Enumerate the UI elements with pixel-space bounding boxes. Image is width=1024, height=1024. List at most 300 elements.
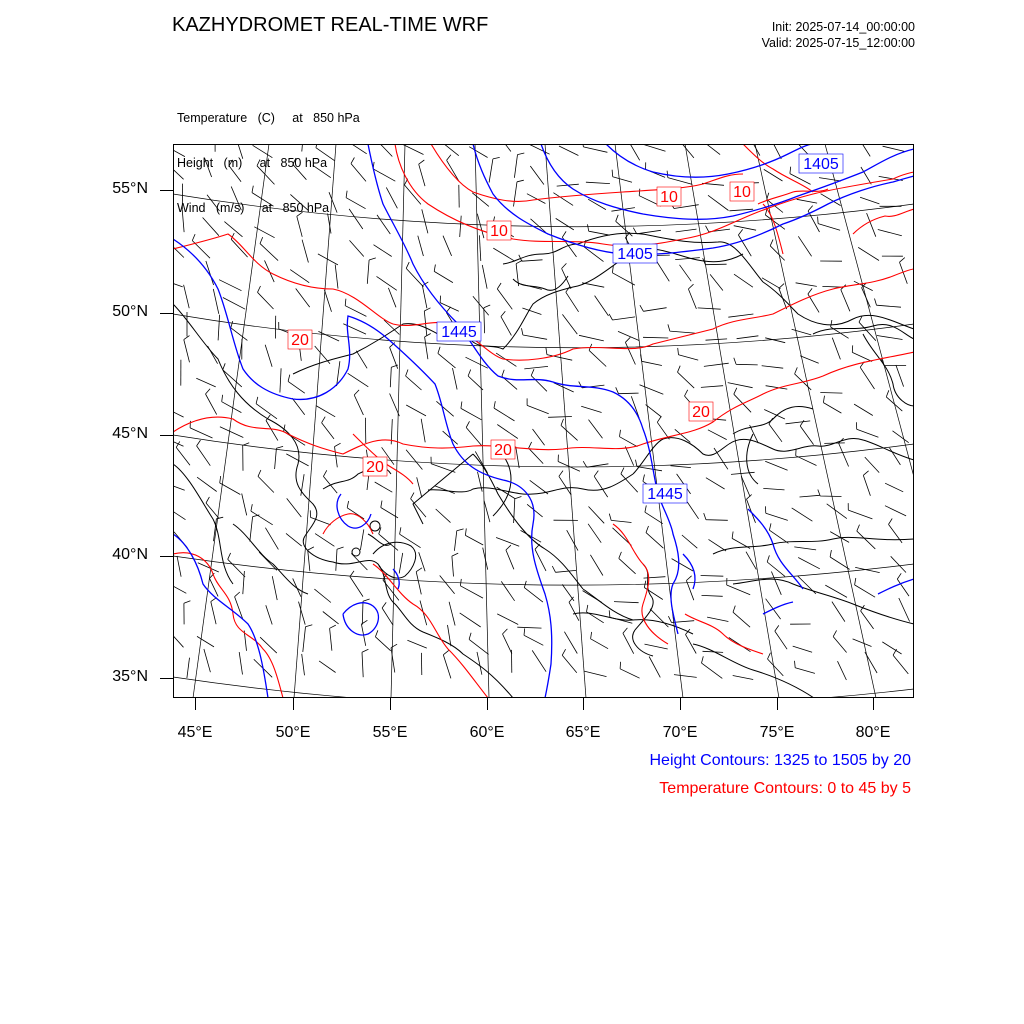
svg-text:20: 20 — [366, 459, 384, 476]
wind-barb — [436, 401, 453, 416]
wind-barb — [206, 497, 219, 519]
wind-barb — [795, 661, 815, 674]
wind-barb — [343, 324, 366, 334]
wind-barb — [260, 637, 277, 653]
wind-barb — [335, 443, 341, 467]
wind-barb — [378, 144, 393, 157]
wind-barb — [765, 506, 787, 520]
lat-label-55: 55°N — [112, 180, 148, 197]
svg-text:20: 20 — [494, 442, 512, 459]
svg-text:20: 20 — [692, 404, 710, 421]
wind-barb — [893, 649, 908, 674]
valid-time: Valid: 2025-07-15_12:00:00 — [761, 36, 915, 50]
lon-label-45: 45°E — [177, 724, 213, 741]
wind-barb — [253, 145, 273, 157]
wind-barb — [865, 457, 879, 473]
wind-barb — [583, 591, 602, 603]
wind-barb — [406, 370, 422, 391]
wind-barb — [377, 215, 390, 234]
wind-barb — [308, 547, 314, 571]
wind-barb — [796, 283, 817, 287]
wind-barb — [489, 157, 500, 182]
lon-label-80: 80°E — [855, 724, 891, 741]
wind-barb — [302, 144, 304, 152]
wind-barb — [506, 545, 514, 569]
wind-barb — [197, 636, 214, 647]
wind-barb — [316, 144, 335, 161]
wind-barb — [627, 144, 639, 160]
wind-barb — [431, 457, 455, 473]
wind-barb — [184, 285, 190, 308]
wind-barb — [527, 504, 543, 517]
wind-barb — [733, 606, 750, 628]
wind-barb — [260, 237, 278, 261]
wind-barb — [548, 417, 572, 418]
wind-barb — [643, 337, 668, 338]
wind-barb — [386, 187, 397, 208]
wind-barb — [367, 258, 376, 284]
temperature-label-20-a — [288, 330, 312, 349]
wind-barb — [860, 197, 879, 204]
wind-barb — [524, 581, 543, 602]
wind-barb — [734, 226, 756, 231]
wind-barb — [738, 229, 751, 256]
wind-barb — [401, 144, 424, 155]
wind-barb — [454, 529, 463, 551]
wind-barb — [530, 480, 548, 494]
wind-barb — [229, 160, 241, 182]
wind-barb — [524, 628, 543, 645]
wind-barb — [375, 630, 390, 651]
wind-barb — [838, 661, 847, 680]
contour-labels — [288, 154, 843, 503]
wind-barb — [556, 218, 574, 230]
wind-barb — [223, 298, 245, 310]
wind-barb — [698, 308, 721, 309]
wind-barb — [586, 182, 610, 183]
wind-barb — [390, 365, 398, 387]
wind-barb — [855, 578, 876, 597]
wind-barb — [466, 421, 482, 445]
wind-barb — [242, 494, 247, 516]
wind-barb — [290, 194, 308, 210]
wind-barb — [890, 448, 901, 465]
wind-barb — [706, 339, 728, 340]
wind-barb — [237, 144, 243, 159]
wind-barb — [297, 212, 303, 237]
wind-barb — [796, 449, 817, 466]
wind-barb — [354, 390, 363, 415]
lat-label-40: 40°N — [112, 546, 148, 563]
wind-barb — [417, 477, 422, 497]
wind-barb — [418, 236, 424, 256]
wind-barb — [590, 555, 603, 576]
wind-barb — [293, 578, 301, 596]
wind-barb — [609, 514, 631, 523]
wind-barb — [734, 358, 758, 365]
wind-barb — [184, 336, 190, 363]
wind-barb — [382, 602, 393, 625]
xtick-70 — [680, 698, 681, 710]
wind-barb — [588, 524, 601, 543]
wind-barb — [208, 346, 218, 364]
wind-barb — [350, 571, 363, 597]
wind-barb — [702, 144, 720, 155]
wind-barb — [899, 598, 910, 622]
wind-barb — [559, 146, 578, 156]
wind-barb — [763, 488, 784, 490]
wind-barb — [529, 144, 550, 154]
height-contour-legend: Height Contours: 1325 to 1505 by 20 — [649, 752, 911, 769]
wind-barb — [258, 470, 274, 493]
svg-text:10: 10 — [733, 184, 751, 201]
wind-barb — [704, 513, 728, 520]
wind-barb — [612, 266, 635, 285]
wind-barb — [406, 450, 422, 470]
wind-barb — [176, 441, 190, 465]
wind-barb — [609, 610, 632, 623]
height-contours — [173, 144, 914, 698]
xtick-65 — [583, 698, 584, 710]
map-panel — [173, 144, 914, 698]
wind-barb — [527, 398, 549, 413]
wind-barb — [762, 366, 784, 369]
wind-barb — [288, 375, 305, 394]
wind-barb — [771, 144, 781, 159]
wind-barb — [865, 652, 877, 673]
wind-barb — [293, 158, 307, 180]
wind-barb — [797, 199, 817, 203]
wind-barb — [848, 503, 872, 519]
wind-barb — [881, 359, 906, 366]
wind-barb — [496, 538, 519, 547]
temperature-label-10-a — [657, 187, 681, 206]
wind-barb — [857, 525, 876, 549]
wind-barb — [808, 288, 819, 312]
wind-barb — [584, 671, 606, 677]
wind-barb — [649, 657, 660, 678]
wind-barb — [582, 144, 607, 152]
wind-barb — [552, 566, 576, 572]
wind-barb — [893, 431, 909, 443]
wind-barb — [493, 248, 515, 261]
field-height: Height (m) at 850 hPa — [177, 156, 328, 170]
wind-barb — [313, 165, 331, 177]
wind-barb — [287, 498, 302, 517]
wind-barb — [853, 639, 872, 647]
wind-barb — [863, 471, 870, 496]
wind-barb — [482, 265, 487, 289]
wind-barb — [533, 429, 545, 445]
wind-barb — [484, 305, 490, 333]
wind-barb — [625, 446, 633, 465]
wind-barb — [302, 654, 305, 675]
wind-barb — [645, 644, 668, 649]
wind-barb — [399, 553, 403, 574]
wind-barb — [345, 299, 366, 317]
wind-barb — [702, 595, 723, 596]
wind-barb — [211, 598, 217, 625]
wind-barb — [841, 285, 850, 312]
wind-barb — [348, 373, 369, 387]
wind-barb — [206, 389, 217, 415]
field-temperature: Temperature (C) at 850 hPa — [177, 111, 360, 125]
wind-barb — [657, 416, 669, 439]
wind-barb — [284, 425, 306, 446]
wind-barb — [460, 579, 483, 598]
wind-barb — [280, 368, 281, 392]
wind-barb — [650, 609, 668, 627]
wind-barb — [204, 649, 211, 672]
wind-barb — [620, 430, 638, 447]
wind-barb — [857, 144, 870, 156]
wind-barb — [351, 158, 366, 182]
wind-barb — [708, 195, 729, 210]
wind-barb — [192, 234, 210, 258]
wind-barb — [671, 466, 691, 468]
lat-lon-grid — [173, 144, 914, 698]
map-title: KAZHYDROMET REAL-TIME WRF — [172, 14, 489, 36]
wind-barb — [314, 589, 331, 602]
wind-barb — [351, 553, 367, 570]
wind-barb — [858, 247, 879, 260]
wind-barb — [424, 308, 430, 336]
wind-barb — [406, 262, 423, 287]
wind-barb — [731, 472, 755, 474]
wind-barb — [290, 270, 309, 283]
wind-barb — [207, 195, 220, 211]
wind-barb — [594, 471, 608, 498]
wind-barb — [640, 305, 667, 311]
wind-barb — [818, 217, 841, 231]
wind-barb — [786, 421, 811, 424]
wind-barb — [373, 162, 395, 181]
wind-barb — [830, 532, 849, 543]
wind-barb — [503, 629, 512, 654]
wind-barb — [173, 162, 184, 179]
wind-barb — [529, 442, 544, 464]
wind-barb — [197, 440, 211, 466]
wind-barb — [205, 158, 212, 177]
lat-label-45: 45°N — [112, 425, 148, 442]
wind-barb — [896, 365, 904, 387]
wind-barb — [302, 240, 308, 263]
wind-barb — [461, 402, 482, 420]
xtick-45 — [195, 698, 196, 710]
svg-text:1445: 1445 — [647, 486, 683, 503]
wind-barb — [775, 625, 787, 649]
wind-barb — [286, 533, 302, 546]
wind-barb — [514, 153, 524, 178]
wind-barb — [867, 213, 876, 237]
wind-barb — [675, 429, 691, 442]
wind-barb — [581, 406, 601, 412]
wind-barb — [460, 216, 462, 237]
wind-barb — [833, 630, 846, 652]
init-time: Init: 2025-07-14_00:00:00 — [771, 20, 915, 34]
wind-barb — [877, 336, 903, 340]
temperature-label-10-b — [730, 182, 754, 201]
wind-barb — [672, 559, 693, 571]
wind-barb — [436, 509, 451, 523]
wind-barb — [319, 661, 336, 673]
wind-barb — [852, 345, 872, 361]
wind-barb — [732, 532, 750, 549]
wind-barb — [173, 506, 186, 519]
wind-barb — [591, 632, 609, 649]
wind-barb — [645, 505, 663, 523]
wind-barb — [316, 406, 335, 417]
wind-barb — [583, 461, 608, 467]
wind-barb — [818, 490, 842, 497]
wind-barb — [265, 345, 272, 367]
wind-barb — [625, 337, 635, 364]
wind-barb — [676, 229, 697, 232]
wind-barb — [522, 308, 541, 315]
ytick-35 — [160, 678, 173, 679]
wind-barb — [589, 507, 605, 524]
wind-barb — [609, 314, 635, 320]
lon-label-75: 75°E — [759, 724, 795, 741]
wind-barb — [518, 283, 541, 289]
wind-barb — [494, 401, 515, 421]
temperature-contour-legend: Temperature Contours: 0 to 45 by 5 — [659, 780, 911, 797]
wind-barb — [641, 354, 662, 365]
wind-barb — [688, 284, 696, 309]
wind-barb — [830, 550, 850, 569]
wind-barb — [460, 613, 481, 627]
wind-barb — [349, 209, 363, 229]
wind-barb — [419, 160, 425, 186]
wind-barb — [737, 336, 759, 339]
wind-barb — [443, 650, 451, 678]
wind-barb — [404, 179, 421, 205]
wind-barb — [473, 296, 489, 315]
wind-barb — [197, 477, 217, 491]
wind-barb — [764, 169, 783, 181]
wind-barb — [324, 290, 331, 312]
xtick-55 — [390, 698, 391, 710]
wind-barb — [674, 675, 697, 678]
wind-barb — [258, 286, 274, 309]
wind-barb — [644, 145, 665, 151]
wind-barb — [447, 155, 459, 181]
wind-barb — [767, 555, 785, 576]
wind-barb — [231, 233, 247, 257]
wind-barb — [656, 260, 670, 282]
wind-barb — [706, 478, 725, 489]
wind-barb — [346, 191, 366, 209]
wind-barb — [517, 627, 541, 628]
wind-barb — [883, 146, 905, 151]
wind-barb — [623, 628, 634, 654]
wind-barb — [862, 283, 871, 308]
wind-barb — [501, 311, 512, 335]
wind-barb — [701, 576, 724, 577]
wind-barb — [709, 539, 727, 551]
wind-barb — [640, 385, 664, 395]
wind-barb — [710, 274, 723, 290]
wind-barb — [497, 614, 518, 625]
wind-barb — [680, 265, 692, 281]
wind-barb — [567, 530, 578, 550]
wind-barb — [612, 170, 632, 183]
wind-barb — [708, 430, 727, 440]
height-label-1405-b — [613, 244, 657, 263]
wind-barb — [218, 315, 220, 341]
wind-barb — [687, 502, 698, 519]
wind-barb — [465, 528, 483, 545]
wind-barb — [524, 366, 548, 369]
wind-barb — [832, 602, 845, 622]
wind-barb — [588, 224, 610, 235]
wind-barb — [747, 495, 756, 523]
wind-barb — [203, 218, 219, 236]
wind-barb — [335, 265, 338, 289]
wind-barb — [497, 425, 518, 439]
wind-barb — [553, 193, 573, 206]
wind-barb — [266, 605, 272, 624]
wind-barb — [479, 235, 480, 261]
wind-barb — [595, 296, 609, 316]
wind-barb — [356, 351, 367, 369]
wind-barb — [514, 180, 524, 206]
height-label-1445-b — [643, 484, 687, 503]
lon-label-55: 55°E — [372, 724, 408, 741]
wind-barb — [345, 144, 367, 154]
lon-label-65: 65°E — [565, 724, 601, 741]
wind-barb — [336, 547, 344, 571]
xtick-60 — [487, 698, 488, 710]
wind-barb — [434, 265, 453, 283]
wind-barb — [824, 443, 845, 444]
wind-barb — [315, 346, 330, 364]
wind-barb — [256, 397, 277, 419]
wind-barb — [794, 547, 816, 550]
wind-barb — [678, 348, 699, 360]
wind-barb — [819, 178, 841, 181]
wind-barb — [266, 415, 278, 441]
wind-barb — [728, 383, 753, 388]
wind-barb — [375, 482, 393, 492]
wind-barb — [633, 228, 661, 234]
wind-barb — [800, 420, 813, 444]
wind-barb — [477, 214, 484, 238]
wind-barb — [733, 676, 754, 680]
wind-barb — [820, 393, 842, 394]
field-wind: Wind (m/s) at 850 hPa — [177, 201, 330, 215]
wind-barb — [728, 314, 753, 317]
svg-text:1445: 1445 — [441, 324, 477, 341]
wind-barb — [231, 187, 241, 211]
wind-barb — [562, 314, 577, 334]
wind-barb — [885, 506, 906, 516]
wind-barb — [701, 386, 723, 388]
xtick-75 — [777, 698, 778, 710]
ytick-55 — [160, 190, 173, 191]
wind-barb — [206, 261, 214, 285]
wind-barb — [419, 552, 425, 571]
wind-barb — [532, 650, 546, 671]
wind-barb — [795, 367, 812, 390]
wind-barb — [323, 470, 337, 493]
svg-text:1405: 1405 — [803, 156, 839, 173]
wind-barb — [384, 320, 399, 335]
wind-barb — [854, 404, 873, 415]
wind-barb — [620, 662, 640, 678]
wind-barb — [374, 245, 392, 257]
wind-barb — [714, 448, 728, 469]
